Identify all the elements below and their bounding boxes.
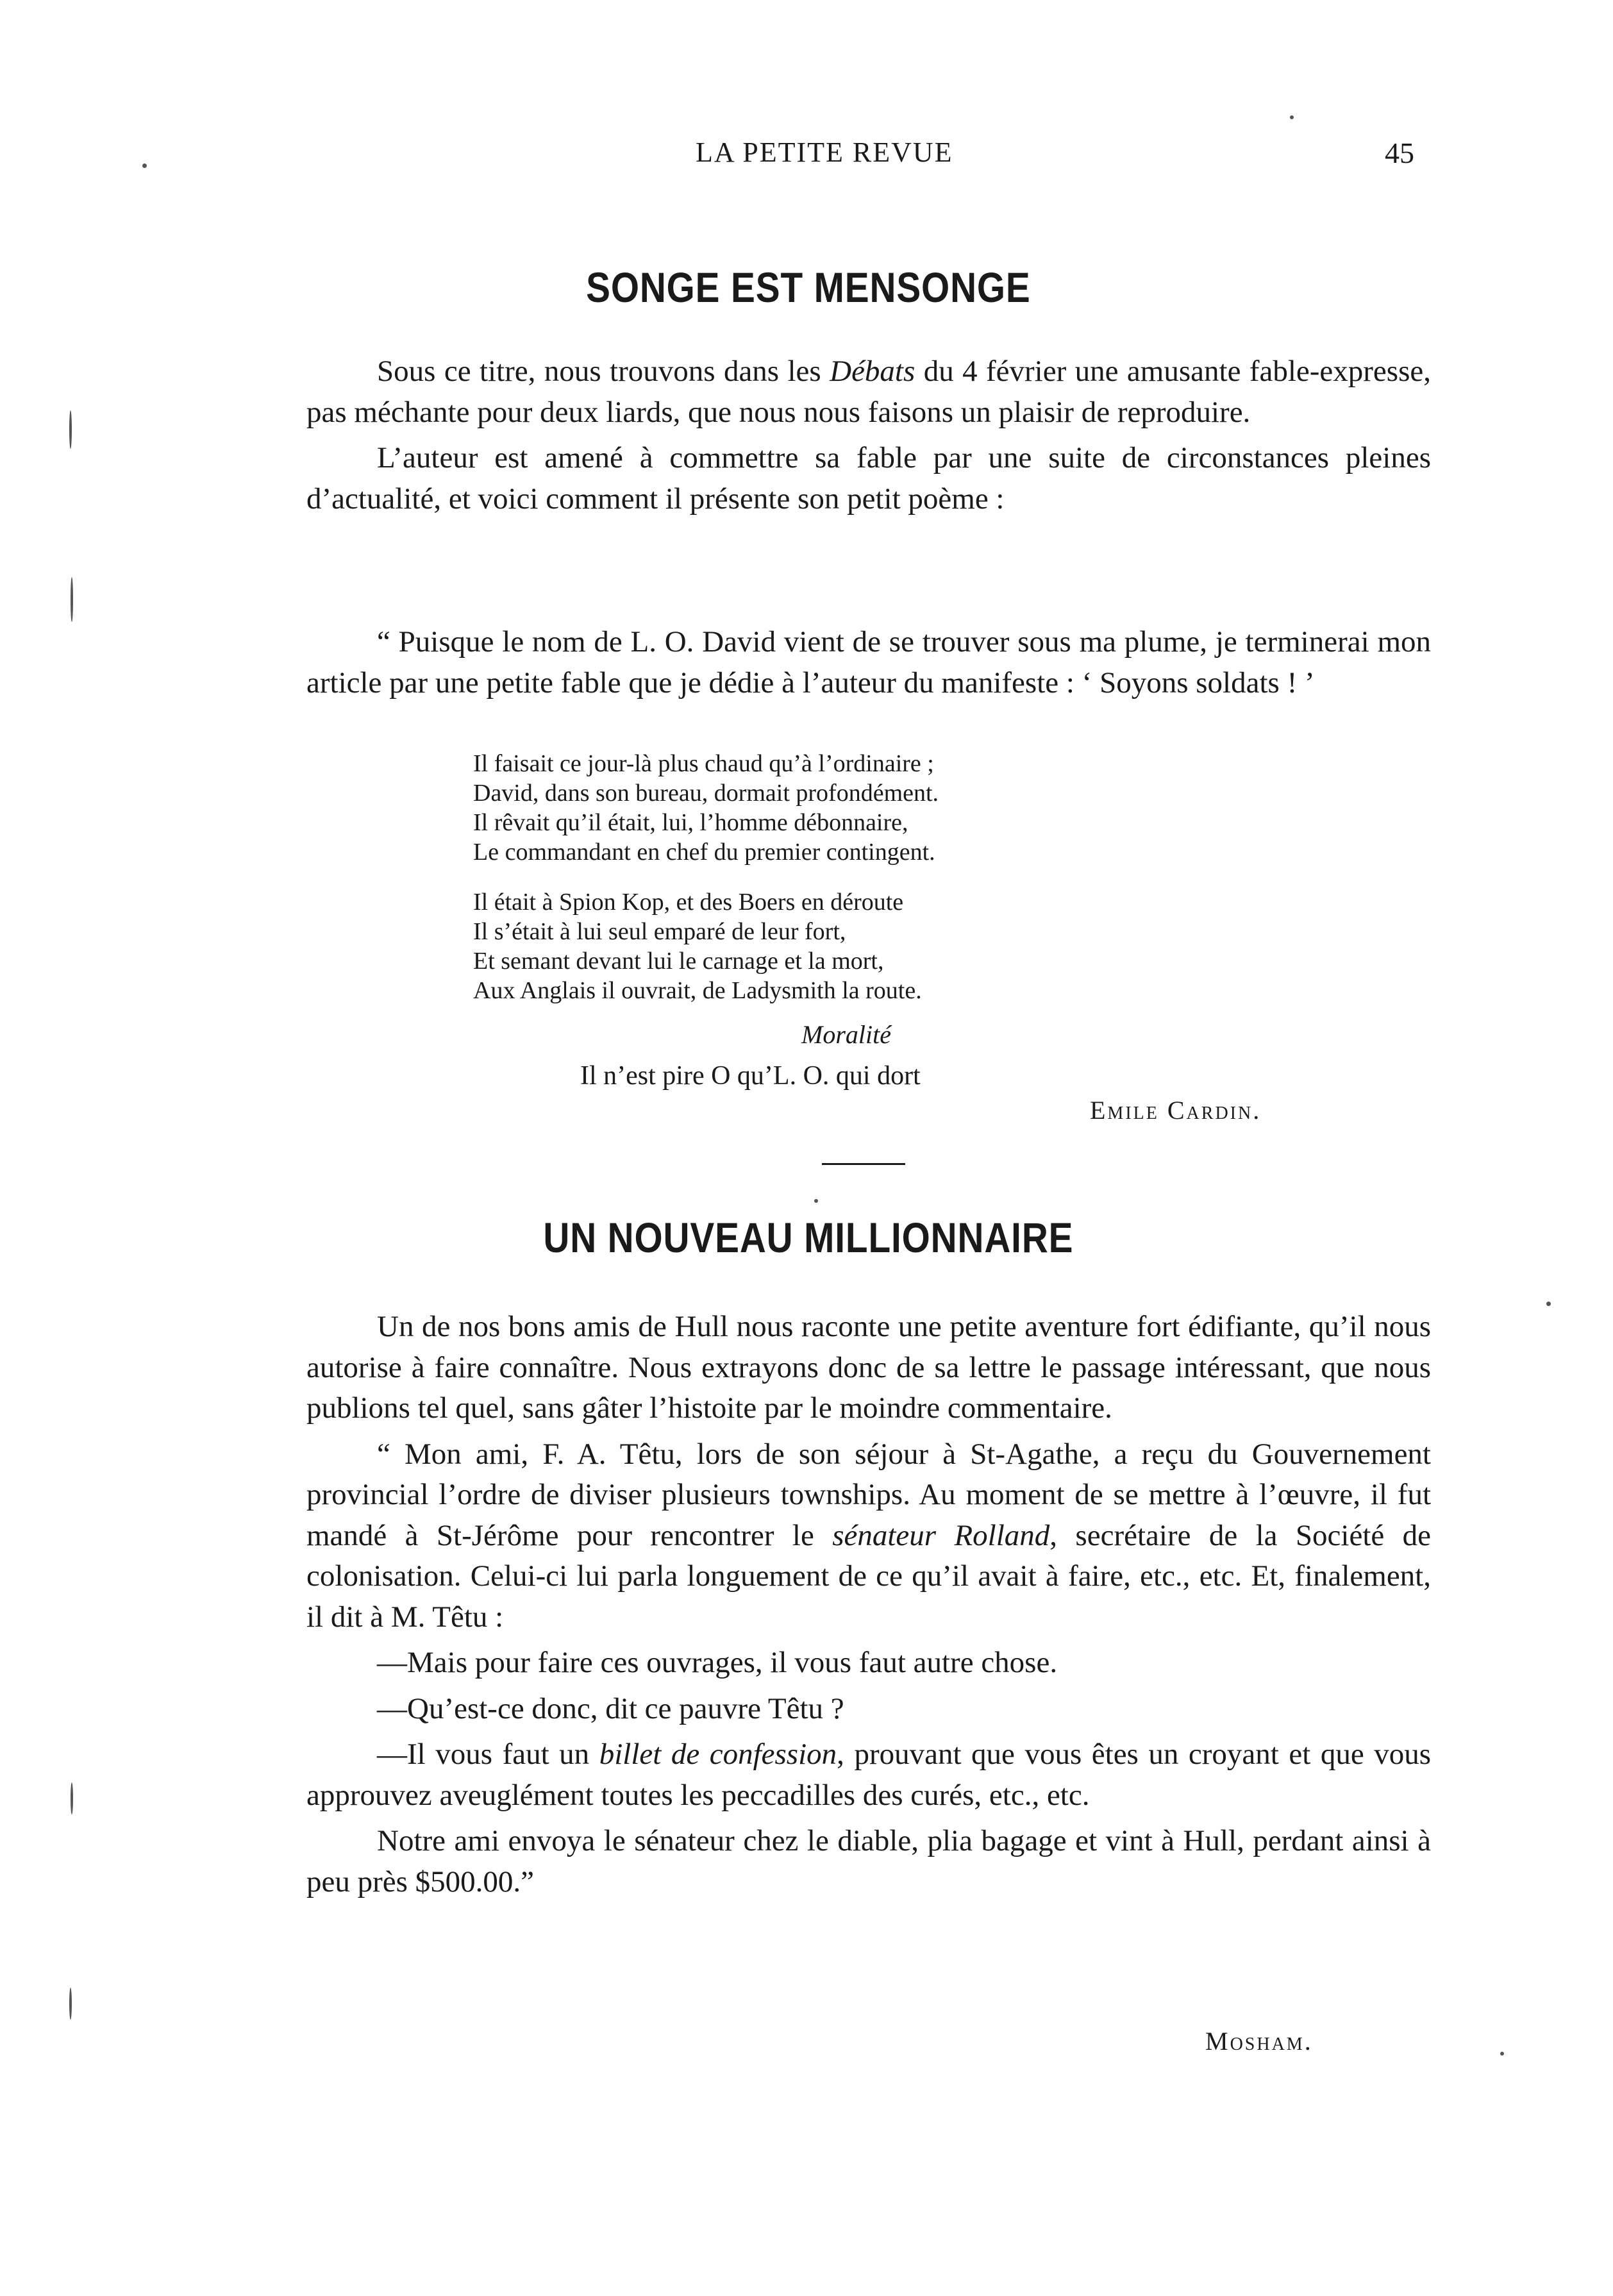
paragraph [306,1434,1431,1638]
article1-quote [306,622,1431,703]
poem-line: David, dans son bureau, dormait profondément. [473,780,939,807]
paragraph: Notre ami envoya le sénateur chez le diable, plia bagage et vint à Hull, perdant ainsi à peu près $500.00.” [306,1824,1431,1898]
article-title-songe: SONGE EST MENSONGE [586,264,1031,311]
poem-line: Et semant devant lui le carnage et la mort, [473,948,884,975]
poem-line: Il rêvait qu’il était, lui, l’homme débonnaire, [473,809,908,836]
scan-speck [814,1199,818,1203]
article2-body [306,1307,1431,1902]
article-title-millionnaire: UN NOUVEAU MILLIONNAIRE [543,1214,1074,1261]
scan-speck [69,1988,72,2020]
paragraph: Un de nos bons amis de Hull nous raconte une petite aventure fort édifiante, qu’il nous autorise à faire connaître. Nous extrayons donc de sa lettre le passage intéressant, que nous publions tel quel, sans gâter l’histoite par le moindre commentaire. [306,1310,1431,1425]
poem-line: Aux Anglais il ouvrait, de Ladysmith la route. [473,977,922,1004]
paragraph: “ Puisque le nom de L. O. David vient de se trouver sous ma plume, je terminerai mon article par une petite fable que je dédie à l’auteur du manifeste : ‘ Soyons soldats ! ’ [306,625,1431,700]
moral-label: Moralité [801,1020,891,1049]
poem-stanza-2 [473,887,1294,1005]
scan-speck [1500,2052,1504,2056]
poem-stanza-1 [473,749,1294,867]
scan-speck [1546,1302,1551,1306]
paragraph [306,1734,1431,1816]
scan-speck [1290,115,1294,119]
poem-line: Le commandant en chef du premier contingent. [473,839,935,866]
paragraph: —Mais pour faire ces ouvrages, il vous faut autre chose. [377,1646,1058,1679]
section-divider [822,1163,905,1165]
running-head: LA PETITE REVUE [696,137,953,168]
paragraph: —Qu’est-ce donc, dit ce pauvre Têtu ? [377,1691,844,1725]
text-run: , prouvant que vous êtes un croyant et que vous approuvez aveuglément toutes les peccadilles des curés, etc., etc. [306,1738,1432,1812]
moral-text: Il n’est pire O qu’L. O. qui dort [580,1061,921,1091]
page-number: 45 [1385,137,1414,169]
publication-name: Débats [830,355,915,388]
paragraph [306,351,1431,433]
scan-speck [71,577,73,622]
author-signature: Emile Cardin. [1090,1096,1262,1125]
paragraph: L’auteur est amené à commettre sa fable par une suite de circonstances pleines d’actualité, et voici comment il présente son petit poème : [306,441,1431,515]
text-run: “ Mon ami, F. A. Têtu, lors de son séjour à St-Agathe, a reçu du Gouvernement provincial l’ordre de diviser plusieurs townships. Au moment de se mettre à l’œuvre, il fut mandé à St-Jérôme pour rencontrer le [306,1437,1431,1552]
scan-speck [69,410,72,449]
text-run: —Il vous faut un [377,1738,599,1771]
emphasis: billet de confession [599,1738,837,1771]
poem-line: Il était à Spion Kop, et des Boers en déroute [473,889,904,916]
text-run: Sous ce titre, nous trouvons dans les [377,355,830,388]
text-run: , secrétaire de la Société de colonisation. Celui-ci lui parla longuement de ce qu’il avait à faire, etc., etc. Et, finalement, il dit à M. Têtu : [306,1518,1431,1634]
scan-speck [71,1782,73,1814]
article1-intro [306,351,1431,519]
poem-line: Il s’était à lui seul emparé de leur fort, [473,918,846,945]
scan-speck [142,163,147,168]
author-signature: Mosham. [1205,2027,1313,2056]
poem-line: Il faisait ce jour-là plus chaud qu’à l’ordinaire ; [473,750,934,777]
emphasis: sénateur Rolland [832,1518,1050,1552]
text-run: du 4 février une amusante fable-expresse, pas méchante pour deux liards, que nous nous faisons un plaisir de reproduire. [306,355,1431,429]
